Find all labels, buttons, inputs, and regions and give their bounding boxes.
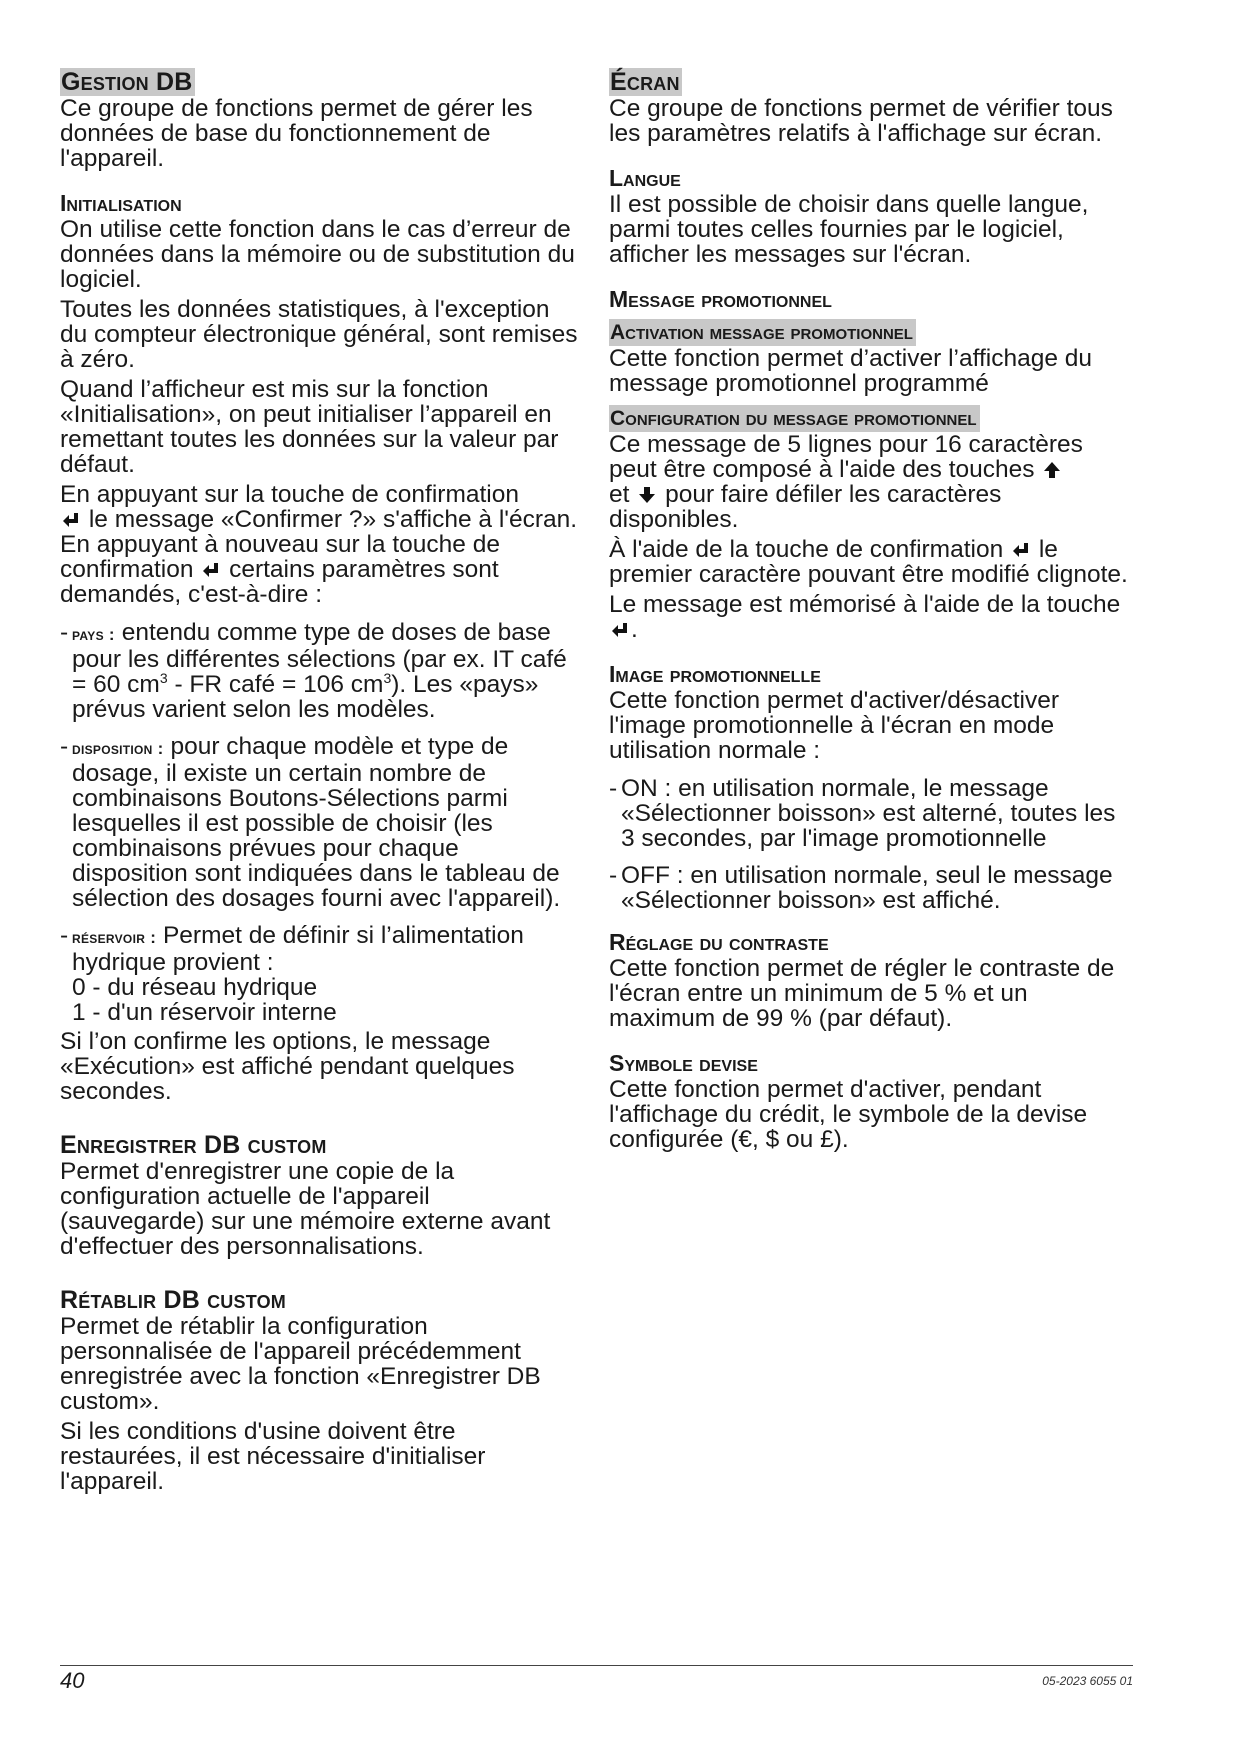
keyword-disposition: disposition :	[72, 739, 164, 758]
text-span: Ce message de 5 lignes pour 16 caractères peut être composé à l'aide des touches	[609, 431, 1083, 483]
gestion-db-text: Ce groupe de fonctions permet de gérer les données de base du fonctionnement de l'appareil.	[60, 95, 533, 172]
config-para-1	[609, 432, 1134, 532]
text-span: - FR café = 106 cm	[167, 671, 384, 698]
list-item-pays: - pays : entendu comme type de doses de base pour les différentes sélections (par ex. IT café = 60 $cm^3$ - FR café = 106 $cm^3$). Les «pays» prévus varient selon les modèles.	[60, 619, 567, 723]
list-item-off: - OFF : en utilisation normale, seul le message «Sélectionner boisson» est affiché.	[609, 862, 1113, 914]
heading-langue: Langue	[609, 165, 681, 191]
text-span: pour chaque modèle et type de dosage, il existe un certain nombre de combinaisons Boutons-Sélections parmi lesquelles il est possible de choisir (les combinaisons prévues pour chaque disposition sont indiquées dans le tableau de sélection des dosages fourni avec l'appareil).	[72, 733, 561, 912]
text-span: et	[609, 481, 630, 508]
text-span: Le message est mémorisé à l'aide de la touche	[609, 591, 1121, 618]
reservoir-option-0: 0 - du réseau hydrique	[72, 974, 318, 1001]
section-title-ecran: Écran	[610, 68, 680, 96]
initialisation-para-1: On utilise cette fonction dans le cas d’erreur de données dans la mémoire ou de substitution du logiciel.	[60, 216, 575, 293]
image-text: Cette fonction permet d'activer/désactiver l'image promotionnelle à l'écran en mode utilisation normale :	[609, 687, 1059, 764]
text-span: Permet de définir si l’alimentation hydrique provient :	[72, 922, 524, 976]
section-title-gestion-db: Gestion DB	[61, 68, 193, 96]
heading-reglage-contraste: Réglage du contraste	[609, 929, 829, 955]
text-span: OFF : en utilisation normale, seul le message «Sélectionner boisson» est affiché.	[621, 862, 1113, 914]
heading-image-promotionnelle: Image promotionnelle	[609, 661, 821, 687]
footer-divider	[60, 1665, 1133, 1666]
contraste-text: Cette fonction permet de régler le contraste de l'écran entre un minimum de 5 % et un maximum de 99 % (par défaut).	[609, 955, 1115, 1032]
enter-key-icon	[60, 510, 82, 530]
retablir-para-2: Si les conditions d'usine doivent être restaurées, il est nécessaire d'initialiser l'appareil.	[60, 1418, 486, 1495]
heading-symbole-devise: Symbole devise	[609, 1050, 758, 1076]
langue-text: Il est possible de choisir dans quelle langue, parmi toutes celles fournies par le logiciel, afficher les messages sur l'écran.	[609, 191, 1089, 268]
section-title-enregistrer-db-custom: Enregistrer DB custom	[60, 1131, 327, 1159]
config-para-2	[609, 537, 1134, 587]
ecran-text: Ce groupe de fonctions permet de vérifier tous les paramètres relatifs à l'affichage sur écran.	[609, 95, 1113, 147]
heading-initialisation: Initialisation	[60, 190, 182, 216]
text-span: le premier caractère pouvant être modifié clignote.	[609, 536, 1128, 588]
enter-key-icon	[609, 620, 631, 640]
initialisation-para-2: Toutes les données statistiques, à l'exception du compteur électronique général, sont remises à zéro.	[60, 296, 578, 373]
devise-text: Cette fonction permet d'activer, pendant l'affichage du crédit, le symbole de la devise configurée (€, $ ou £).	[609, 1076, 1088, 1153]
text-span: À l'aide de la touche de confirmation	[609, 536, 1004, 563]
enter-key-icon	[1010, 540, 1032, 560]
text-span: En appuyant sur la touche de confirmation	[60, 481, 519, 508]
enter-key-icon	[200, 560, 222, 580]
text-span: pour faire défiler les caractères disponibles.	[609, 481, 1002, 533]
text-span: le message «Confirmer ?» s'affiche à l'écran. En appuyant à nouveau sur la touche de confirmation	[60, 506, 578, 583]
heading-message-promotionnel: Message promotionnel	[609, 286, 832, 312]
superscript: 3	[159, 669, 168, 686]
left-column	[60, 68, 580, 1499]
text-span: certains paramètres sont demandés, c'est-à-dire :	[60, 556, 499, 608]
arrow-up-icon	[1041, 460, 1063, 480]
heading-activation-message: Activation message promotionnel	[609, 319, 916, 346]
list-item-disposition: - disposition : pour chaque modèle et type de dosage, il existe un certain nombre de combinaisons Boutons-Sélections parmi lesquelles il est possible de choisir (les combinaisons prévues pour chaque disposition sont indiquées dans le tableau de sélection des dosages fourni avec l'appareil).	[60, 733, 561, 912]
initialisation-para-4	[60, 482, 580, 607]
list-item-on: - ON : en utilisation normale, le message «Sélectionner boisson» est alterné, toutes les 3 secondes, par l'image promotionnelle	[609, 775, 1116, 852]
text-span: ). Les «pays» prévus varient selon les modèles.	[72, 671, 539, 723]
activation-text: Cette fonction permet d’activer l’affichage du message promotionnel programmé	[609, 345, 1093, 397]
keyword-reservoir: réservoir :	[72, 928, 157, 947]
initialisation-para-5: Si l’on confirme les options, le message «Exécution» est affiché pendant quelques secondes.	[60, 1028, 515, 1105]
config-para-3	[609, 592, 1134, 642]
arrow-down-icon	[636, 485, 658, 505]
document-code: 05-2023 6055 01	[1042, 1674, 1133, 1688]
text-span: entendu comme type de doses de base pour les différentes sélections (par ex. IT café = 60 cm	[72, 619, 567, 698]
page-number: 40	[60, 1668, 85, 1693]
right-column	[609, 68, 1134, 1157]
keyword-pays: pays :	[72, 625, 115, 644]
section-title-retablir-db-custom: Rétablir DB custom	[60, 1286, 286, 1314]
retablir-para-1: Permet de rétablir la configuration personnalisée de l'appareil précédemment enregistrée avec la fonction «Enregistrer DB custom».	[60, 1313, 541, 1415]
text-span: .	[631, 616, 638, 643]
reservoir-option-1: 1 - d'un réservoir interne	[72, 999, 337, 1026]
list-item-reservoir: - réservoir : Permet de définir si l’alimentation hydrique provient : 0 - du réseau hydrique 1 - d'un réservoir interne	[60, 922, 524, 1026]
initialisation-para-3: Quand l’afficheur est mis sur la fonction «Initialisation», on peut initialiser l’appareil en remettant toutes les données sur la valeur par défaut.	[60, 376, 559, 478]
superscript: 3	[383, 669, 392, 686]
enregistrer-text: Permet d'enregistrer une copie de la configuration actuelle de l'appareil (sauvegarde) sur une mémoire externe avant d'effectuer des personnalisations.	[60, 1158, 551, 1260]
text-span: ON : en utilisation normale, le message «Sélectionner boisson» est alterné, toutes les 3 secondes, par l'image promotionnelle	[621, 775, 1116, 852]
heading-configuration-message: Configuration du message promotionnel	[609, 405, 980, 432]
